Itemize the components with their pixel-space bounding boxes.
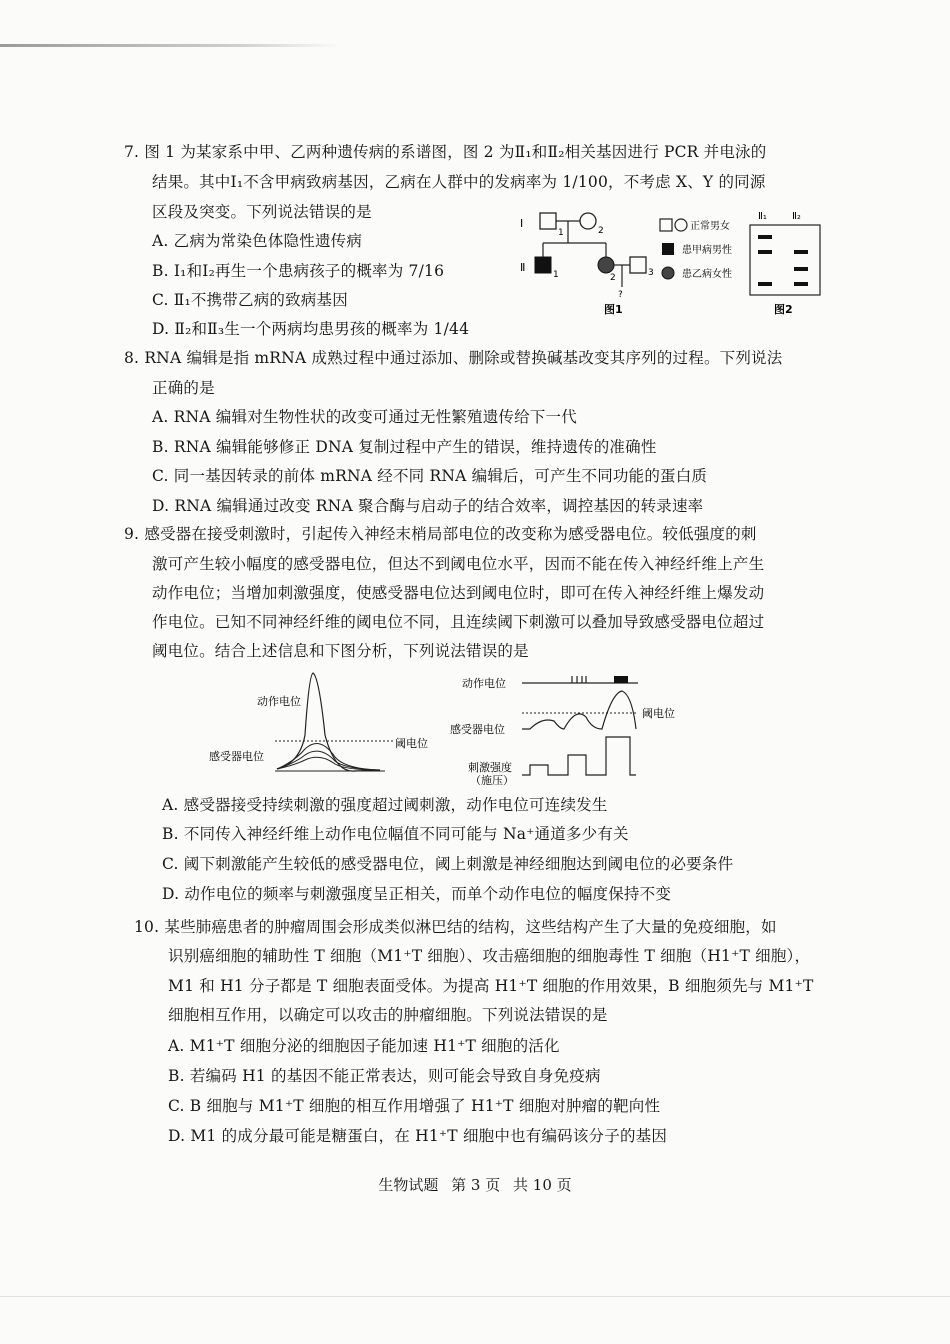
q9-stem-line1: 9. 感受器在接受刺激时，引起传入神经末梢局部电位的改变称为感受器电位。较低强度的刺 bbox=[124, 525, 757, 543]
I1-male-normal bbox=[540, 213, 556, 229]
stimulus-trace bbox=[522, 737, 636, 775]
q10-option-d: D. M1 的成分最可能是糖蛋白，在 H1⁺T 细胞中也有编码该分子的基因 bbox=[168, 1127, 668, 1145]
fig2-caption: 图2 bbox=[774, 303, 793, 316]
II2-number: 2 bbox=[610, 273, 616, 283]
q8-option-d: D. RNA 编辑通过改变 RNA 聚合酶与启动子的结合效率，调控基因的转录速率 bbox=[152, 497, 704, 515]
offspring-unknown: ? bbox=[618, 290, 623, 300]
band bbox=[794, 250, 808, 254]
q9-stem-line2: 激可产生较小幅度的感受器电位，但达不到阈电位水平，因而不能在传入神经纤维上产生 bbox=[152, 555, 765, 573]
q7-stem-line2: 结果。其中Ⅰ₁不含甲病致病基因，乙病在人群中的发病率为 1/100，不考虑 X、Y 的同源 bbox=[152, 173, 766, 191]
q8-option-c: C. 同一基因转录的前体 mRNA 经不同 RNA 编辑后，可产生不同功能的蛋白质 bbox=[152, 467, 708, 485]
legend-normal-text: 正常男女 bbox=[690, 221, 730, 232]
scan-edge-line bbox=[0, 44, 340, 47]
q7-option-c: C. Ⅱ₁不携带乙病的致病基因 bbox=[152, 291, 348, 309]
q9-stem-line3: 动作电位；当增加刺激强度，使感受器电位达到阈电位时，即可在传入神经纤维上爆发动 bbox=[152, 584, 765, 602]
band bbox=[758, 250, 772, 254]
q10-stem-line3: M1 和 H1 分子都是 T 细胞表面受体。为提高 H1⁺T 细胞的作用效果，B 细胞须先与 M1⁺T bbox=[168, 977, 814, 995]
footer-page: 第 3 页 bbox=[451, 1176, 501, 1194]
band bbox=[758, 282, 772, 286]
q10-stem-line2: 识别癌细胞的辅助性 T 细胞（M1⁺T 细胞）、攻击癌细胞的细胞毒性 T 细胞（H1⁺T 细胞）， bbox=[168, 947, 811, 965]
q7-option-b: B. Ⅰ₁和Ⅰ₂再生一个患病孩子的概率为 7/16 bbox=[152, 262, 445, 280]
receptor-trace bbox=[522, 691, 636, 729]
II2-female-disease-b bbox=[598, 257, 614, 273]
footer-subject: 生物试题 bbox=[378, 1176, 439, 1194]
I2-number: 2 bbox=[598, 226, 604, 236]
q8-stem-line2: 正确的是 bbox=[152, 379, 215, 397]
q9-option-b: B. 不同传入神经纤维上动作电位幅值不同可能与 Na⁺通道多少有关 bbox=[162, 825, 629, 843]
q9-stem-line4: 作电位。已知不同神经纤维的阈电位不同，且连续阈下刺激可以叠加导致感受器电位超过 bbox=[152, 613, 765, 631]
q8-option-a: A. RNA 编辑对生物性状的改变可通过无性繁殖遗传给下一代 bbox=[152, 408, 577, 426]
q7-option-a: A. 乙病为常染色体隐性遗传病 bbox=[152, 232, 363, 250]
II3-number: 3 bbox=[648, 268, 654, 278]
gen-I-label: I bbox=[520, 217, 524, 230]
I2-female-normal bbox=[580, 213, 596, 229]
q7-stem-line1: 7. 图 1 为某家系中甲、乙两种遗传病的系谱图，图 2 为Ⅱ₁和Ⅱ₂相关基因进行 PCR 并电泳的 bbox=[124, 143, 767, 161]
page-footer bbox=[0, 1174, 950, 1195]
fig1-caption: 图1 bbox=[604, 303, 623, 316]
gen-II-label: Ⅱ bbox=[520, 261, 526, 274]
threshold-row-label: 阈电位 bbox=[642, 707, 675, 720]
lane-II2-label: Ⅱ₂ bbox=[792, 211, 801, 222]
legend-normal-male-icon bbox=[660, 219, 672, 231]
threshold-label: 阈电位 bbox=[395, 737, 428, 750]
band bbox=[794, 282, 808, 286]
q10-stem-line4: 细胞相互作用，以确定可以攻击的肿瘤细胞。下列说法错误的是 bbox=[168, 1006, 608, 1024]
q9-option-d: D. 动作电位的频率与刺激强度呈正相关，而单个动作电位的幅度保持不变 bbox=[162, 885, 672, 903]
scan-bottom-edge bbox=[0, 1296, 950, 1297]
q10-option-b: B. 若编码 H1 的基因不能正常表达，则可能会导致自身免疫病 bbox=[168, 1067, 601, 1085]
II3-male-normal bbox=[630, 257, 646, 273]
q7-option-d: D. Ⅱ₂和Ⅱ₃生一个两病均患男孩的概率为 1/44 bbox=[152, 320, 470, 338]
footer-total: 共 10 页 bbox=[513, 1176, 572, 1194]
band bbox=[758, 235, 772, 239]
band bbox=[794, 267, 808, 271]
subthreshold-curve bbox=[277, 757, 380, 770]
action-potential-label: 动作电位 bbox=[257, 695, 301, 708]
q8-stem-line1: 8. RNA 编辑是指 mRNA 成熟过程中通过添加、删除或替换碱基改变其序列的过程。下列说法 bbox=[124, 349, 783, 367]
q10-option-a: A. M1⁺T 细胞分泌的细胞因子能加速 H1⁺T 细胞的活化 bbox=[168, 1037, 560, 1055]
q9-option-c: C. 阈下刺激能产生较低的感受器电位，阈上刺激是神经细胞达到阈电位的必要条件 bbox=[162, 855, 734, 873]
pedigree-figure bbox=[510, 205, 760, 320]
stimulus-response-graph bbox=[450, 665, 700, 790]
action-potential-curve bbox=[277, 673, 380, 771]
II1-number: 1 bbox=[553, 270, 559, 280]
II1-male-disease-a bbox=[535, 257, 551, 273]
stimulus-label: 刺激强度 bbox=[468, 761, 512, 774]
legend-disease-b-icon bbox=[662, 267, 674, 279]
q9-option-a: A. 感受器接受持续刺激的强度超过阈刺激，动作电位可连续发生 bbox=[162, 796, 608, 814]
q10-stem-line1: 10. 某些肺癌患者的肿瘤周围会形成类似淋巴结的结构，这些结构产生了大量的免疫细胞，如 bbox=[134, 918, 777, 936]
q9-stem-line5: 阈电位。结合上述信息和下图分析，下列说法错误的是 bbox=[152, 642, 529, 660]
legend-disease-a-text: 患甲病男性 bbox=[682, 245, 732, 256]
legend-normal-female-icon bbox=[675, 219, 687, 231]
legend-disease-a-icon bbox=[662, 243, 674, 255]
electrophoresis-figure bbox=[748, 205, 828, 320]
legend-disease-b-text: 患乙病女性 bbox=[682, 269, 732, 280]
receptor-potential-graph bbox=[205, 665, 445, 785]
receptor-potential-label: 感受器电位 bbox=[209, 750, 264, 763]
lane-II1-label: Ⅱ₁ bbox=[758, 211, 767, 222]
receptor-row-label: 感受器电位 bbox=[450, 723, 505, 736]
burst-spikes bbox=[614, 676, 628, 683]
stimulus-sublabel: （施压） bbox=[470, 774, 514, 787]
q7-stem-line3: 区段及突变。下列说法错误的是 bbox=[152, 203, 372, 221]
q8-option-b: B. RNA 编辑能够修正 DNA 复制过程中产生的错误，维持遗传的准确性 bbox=[152, 438, 657, 456]
q10-option-c: C. B 细胞与 M1⁺T 细胞的相互作用增强了 H1⁺T 细胞对肿瘤的靶向性 bbox=[168, 1097, 661, 1115]
action-potential-row-label: 动作电位 bbox=[462, 677, 506, 690]
I1-number: 1 bbox=[558, 228, 564, 238]
